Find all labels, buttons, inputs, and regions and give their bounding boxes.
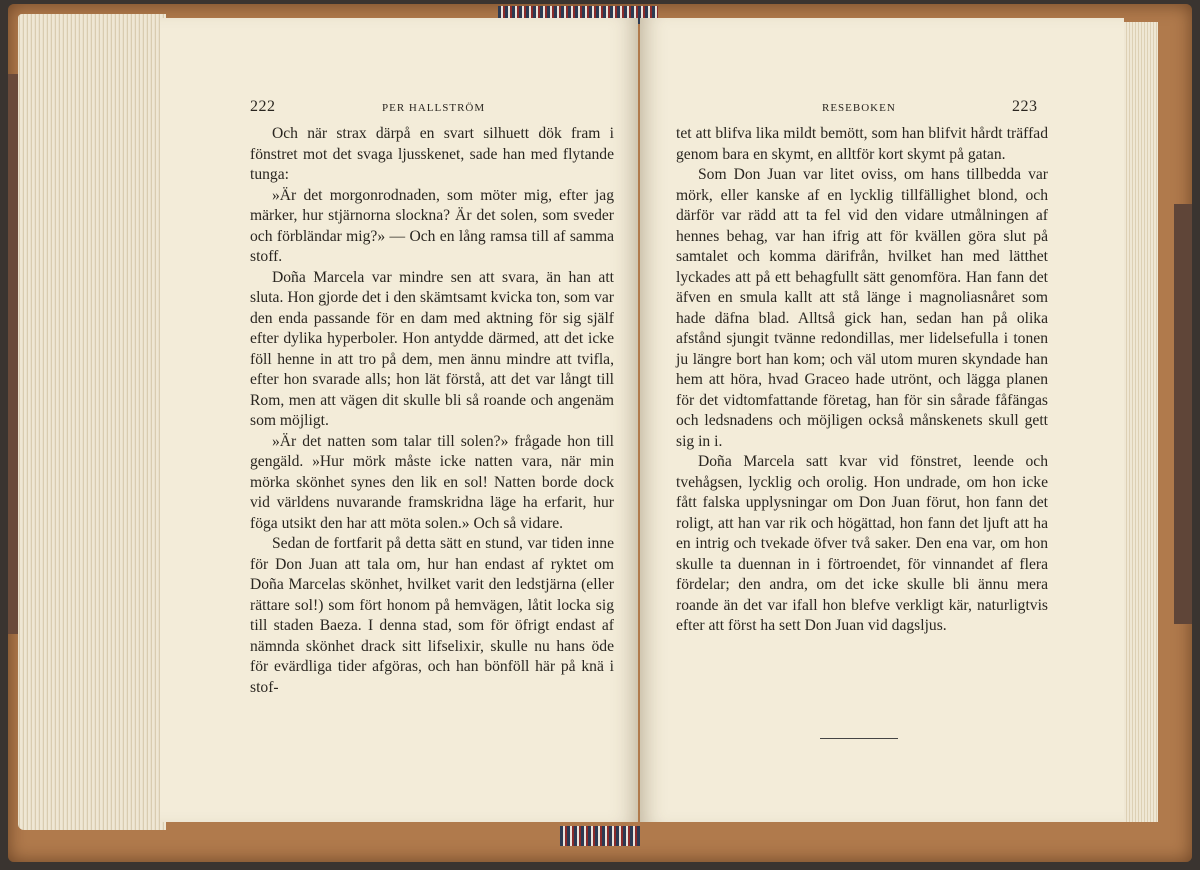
paragraph: »Är det natten som talar till solen?» frågade hon till gengäld. »Hur mörk måste icke natten vara, när min mörka skönhet synes den lik en sol! Natten borde dock vid världens nuvarande framskridna läge ha erfarit, hur föga utsikt den har att möta solen.» Och så vidare. — [250, 432, 614, 532]
paragraph: Och när strax därpå en svart silhuett dök fram i fönstret mot det svaga ljusskenet, sade han med flytande tunga: — [250, 125, 614, 183]
page-number-right: 223 — [1012, 98, 1038, 115]
left-page — [160, 18, 638, 822]
cover-wear-right — [1174, 204, 1192, 624]
running-head-right: RESEBOKEN — [822, 102, 896, 114]
page-number-left: 222 — [250, 98, 276, 115]
right-page — [640, 18, 1124, 822]
right-page-text — [676, 124, 1048, 637]
page-edges-right — [1118, 22, 1158, 822]
paragraph: Som Don Juan var litet oviss, om hans tillbedda var mörk, eller kanske af en lycklig tillfällighet blond, och därför var rädd att ta fel vid den vidare utmålningen af hennes behag, var han ifrig att för kvällen göra slut på samtalet och komma därifrån, hvilket han med lätthet lyckades att på ett behagfullt sätt genomföra. Han fann det äfven en smula kallt att stå länge i magnoliasnåret som hade däfna blad. Alltså gick han, sedan han på olika afstånd sjungit tvänne redondillas, mer lidelsefulla i tonen ju längre bort han kom; och väl utom muren skyndade han hem att höra, hvad Graceo hade utrönt, och lägga planen för det vidtomfattande företag, han för sin sårade fåfängas och ledsnadens och möjligen också månskenets skull gett sig in i. — [676, 166, 1048, 450]
paragraph: Doña Marcela var mindre sen att svara, än han att sluta. Hon gjorde det i den skämtsamt kvicka ton, som var den enda passande för en dam med aktning för sig själf efter dylika hyperboler. Hon antydde därmed, att det icke föll henne in att tro på dem, men ännu mindre att tvifla, efter hon svarade alls; hon lät förstå, att det var långt till Rom, men att vägen dit skulle bli så roande och angenäm som möjligt. — [250, 268, 614, 429]
paragraph: Doña Marcela satt kvar vid fönstret, leende och tvehågsen, lycklig och orolig. Hon undrade, om hon icke fått falska upplysningar om Don Juan förut, hon fann det roligt, att han var rik och högättad, hon fann det ljuft att ha en intrig och tvekade öfver två saker. Den ena var, om hon skulle ta duennan in i förtroendet, för vinnandet af flera fördelar; den andra, om det icke skulle bli ännu mera roande än det var ifall hon blefve verkligt kär, naturligtvis efter att först ha sett Don Juan vid dagsljus. — [676, 453, 1048, 634]
section-end-rule — [820, 738, 898, 739]
page-edges-left — [18, 14, 166, 830]
paragraph: Sedan de fortfarit på detta sätt en stund, var tiden inne för Don Juan att tala om, hur han endast af ryktet om Doña Marcelas skönhet, hvilket varit den ledstjärna (eller rättare sol!) som fört honom på hemvägen, låtit locka sig till staden Baeza. I denna stad, som för öfrigt endast af nämnda skönhet drack sitt lifselixir, skulle nu hans öde för evärdliga tider afgöras, och han bönföll här på knä i stof- — [250, 535, 614, 696]
paragraph: »Är det morgonrodnaden, som möter mig, efter jag märker, hur stjärnorna slockna? Är det solen, som sveder och förbländar mig?» — Och en lång ramsa till af samma stoff. — [250, 186, 614, 265]
left-page-text — [250, 124, 614, 698]
paragraph: tet att blifva lika mildt bemött, som han blifvit hårdt träffad genom bara en skymt, en alltför kort skymt på gatan. — [676, 125, 1048, 163]
tailband — [560, 826, 640, 846]
running-head-left: PER HALLSTRÖM — [382, 102, 486, 114]
